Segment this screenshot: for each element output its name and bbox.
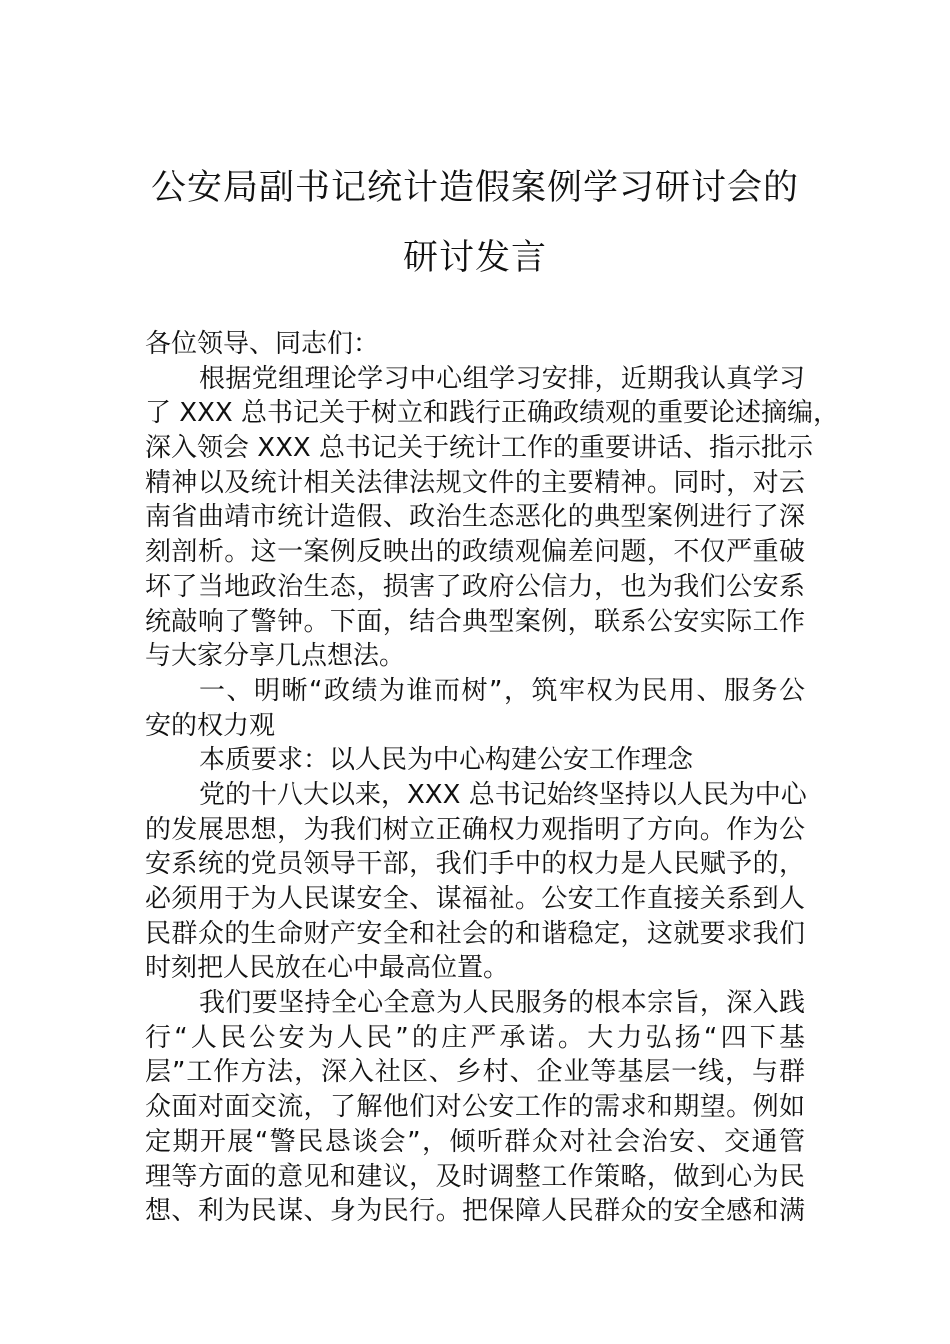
paragraph <box>145 327 805 362</box>
text-line: 深入领会 XXX 总书记关于统计工作的重要讲话、指示批示 <box>145 433 813 464</box>
document-body <box>145 327 839 1229</box>
text-line: 与大家分享几点想法。 <box>145 641 406 672</box>
text-line: 理等方面的意见和建议，及时调整工作策略，做到心为民 <box>145 1161 805 1192</box>
text-line: 一、明晰“政绩为谁而树”，筑牢权为民用、服务公 <box>199 675 805 706</box>
text-line: 安的权力观 <box>145 710 276 741</box>
text-line: 根据党组理论学习中心组学习安排，近期我认真学习 <box>199 363 805 394</box>
text-line: 了 XXX 总书记关于树立和践行正确政绩观的重要论述摘编， <box>145 398 839 429</box>
text-line: 众面对面交流，了解他们对公安工作的需求和期望。例如 <box>145 1092 805 1123</box>
text-line: 想、利为民谋、身为民行。把保障人民群众的安全感和满 <box>145 1196 805 1227</box>
text-line: 各位领导、同志们： <box>145 329 380 359</box>
text-line: 层”工作方法，深入社区、乡村、企业等基层一线，与群 <box>145 1057 805 1088</box>
text-line: 安系统的党员领导干部，我们手中的权力是人民赋予的， <box>145 849 805 880</box>
text-line: 统敲响了警钟。下面，结合典型案例，联系公安实际工作 <box>145 606 805 637</box>
text-line: 时刻把人民放在心中最高位置。 <box>145 953 510 984</box>
text-line: 坏了当地政治生态，损害了政府公信力，也为我们公安系 <box>145 571 805 602</box>
text-line: 的发展思想，为我们树立正确权力观指明了方向。作为公 <box>145 814 805 845</box>
text-line: 民群众的生命财产安全和社会的和谐稳定，这就要求我们 <box>145 918 805 949</box>
paragraph <box>145 778 805 986</box>
paragraph <box>145 986 805 1229</box>
document-title-line-1: 公安局副书记统计造假案例学习研讨会的 <box>150 168 799 208</box>
document-title-line-2: 研讨发言 <box>402 238 547 278</box>
text-line: 南省曲靖市统计造假、政治生态恶化的典型案例进行了深 <box>145 502 805 533</box>
paragraph <box>145 362 839 674</box>
text-line: 行“人民公安为人民”的庄严承诺。大力弘扬“四下基 <box>145 1022 805 1053</box>
text-line: 本质要求：以人民为中心构建公安工作理念 <box>199 745 694 776</box>
paragraph <box>145 674 805 743</box>
text-line: 定期开展“警民恳谈会”，倾听群众对社会治安、交通管 <box>145 1126 805 1157</box>
paragraph <box>145 743 805 778</box>
text-line: 必须用于为人民谋安全、谋福祉。公安工作直接关系到人 <box>145 884 805 914</box>
text-line: 党的十八大以来，XXX 总书记始终坚持以人民为中心 <box>199 779 807 810</box>
text-line: 精神以及统计相关法律法规文件的主要精神。同时，对云 <box>145 467 805 498</box>
text-line: 我们要坚持全心全意为人民服务的根本宗旨，深入践 <box>199 988 805 1019</box>
text-line: 刻剖析。这一案例反映出的政绩观偏差问题，不仅严重破 <box>145 537 805 568</box>
